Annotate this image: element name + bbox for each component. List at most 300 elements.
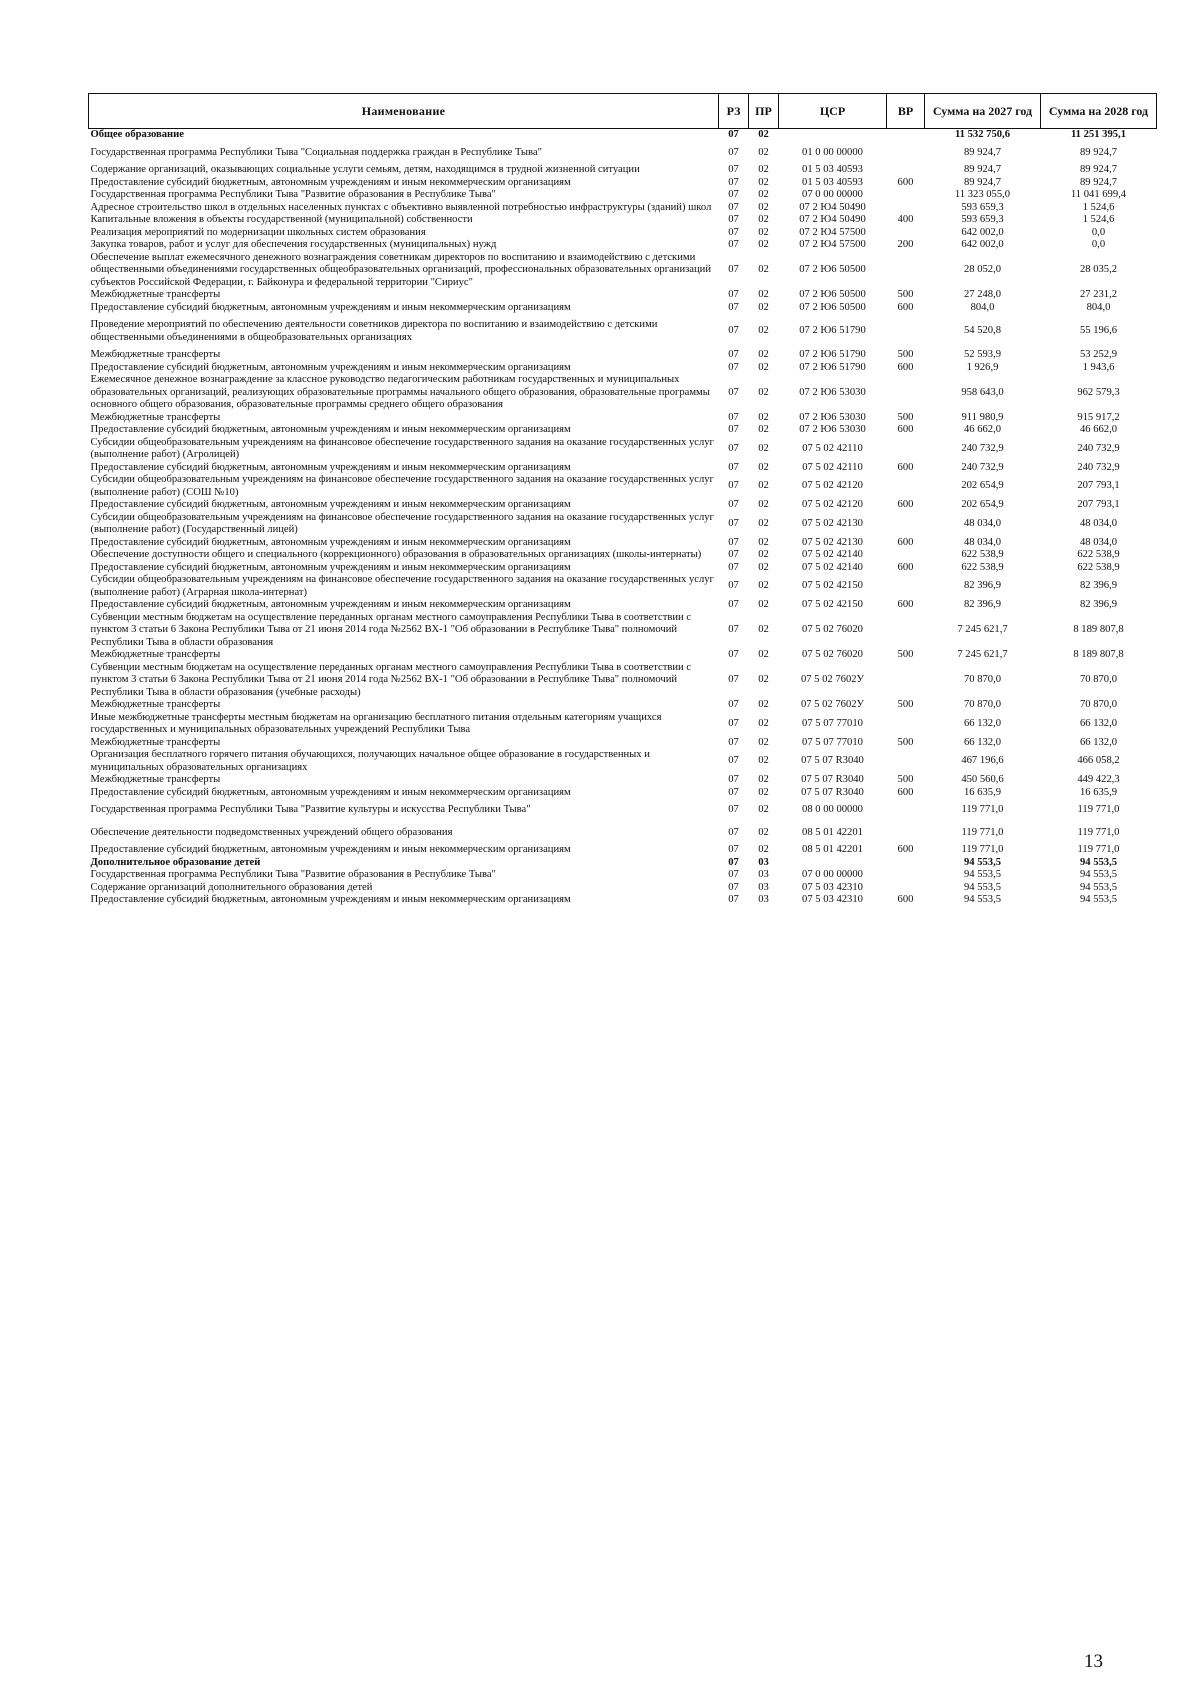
table-row xyxy=(89,787,1157,800)
table-header-row xyxy=(89,94,1157,129)
cell-csr: 07 2 Ю4 57500 xyxy=(799,226,866,238)
cell-rz: 07 xyxy=(728,499,739,510)
cell-sum-2027: 89 924,7 xyxy=(963,164,1002,175)
cell-csr: 07 2 Ю6 50500 xyxy=(799,289,866,300)
cell-csr: 07 2 Ю6 50500 xyxy=(799,264,866,275)
cell-vr: 500 xyxy=(897,411,914,423)
cell-vr: 600 xyxy=(897,301,914,313)
table-row xyxy=(89,799,1157,822)
cell-name: Иные межбюджетные трансферты местным бюджетам на организацию бесплатного питания отдельным категориям учащихся государственных и муниципальных образовательных учреждений Республики Тыва xyxy=(90,711,662,735)
cell-name: Предоставление субсидий бюджетным, автономным учреждениям и иным некоммерческим организациям xyxy=(90,599,571,610)
cell-sum-2028: 11 041 699,4 xyxy=(1070,189,1127,200)
cell-pr: 02 xyxy=(758,549,769,560)
cell-pr: 03 xyxy=(758,881,769,893)
cell-sum-2028: 89 924,7 xyxy=(1079,164,1118,175)
cell-vr xyxy=(887,612,925,650)
cell-pr: 02 xyxy=(758,361,769,373)
cell-vr: 600 xyxy=(897,176,914,188)
cell-csr: 07 5 02 76020 xyxy=(802,649,863,660)
table-body xyxy=(89,129,1157,907)
cell-vr: 600 xyxy=(897,786,914,798)
cell-sum-2027: 94 553,5 xyxy=(963,881,1002,893)
header-pr: ПР xyxy=(749,94,779,129)
cell-rz: 07 xyxy=(728,755,739,767)
cell-sum-2028: 1 524,6 xyxy=(1082,201,1115,213)
cell-csr: 01 5 03 40593 xyxy=(802,176,863,188)
cell-sum-2027: 622 538,9 xyxy=(961,561,1004,573)
cell-sum-2027: 94 553,5 xyxy=(963,856,1002,868)
cell-vr xyxy=(887,314,925,349)
cell-csr: 07 0 00 00000 xyxy=(802,869,863,880)
cell-csr: 08 5 01 42201 xyxy=(802,844,863,855)
cell-pr: 02 xyxy=(758,301,769,313)
cell-sum-2027: 11 532 750,6 xyxy=(954,129,1011,140)
table-row xyxy=(89,129,1157,142)
cell-csr: 07 5 07 R3040 xyxy=(801,755,864,767)
cell-sum-2028: 466 058,2 xyxy=(1077,755,1120,767)
cell-sum-2027: 958 643,0 xyxy=(961,386,1004,398)
cell-rz: 07 xyxy=(728,674,739,685)
cell-sum-2028: 962 579,3 xyxy=(1077,386,1120,398)
cell-rz: 07 xyxy=(728,699,739,710)
table-row xyxy=(89,857,1157,870)
cell-rz: 07 xyxy=(728,894,739,905)
cell-sum-2028: 94 553,5 xyxy=(1079,856,1118,868)
cell-vr: 500 xyxy=(897,774,914,785)
cell-name: Предоставление субсидий бюджетным, автономным учреждениям и иным некоммерческим организациям xyxy=(90,424,571,435)
cell-name: Межбюджетные трансферты xyxy=(90,649,221,660)
cell-sum-2027: 450 560,6 xyxy=(961,774,1004,785)
table-row xyxy=(89,512,1157,537)
cell-rz: 07 xyxy=(728,856,739,868)
cell-vr xyxy=(887,574,925,599)
cell-sum-2027: 119 771,0 xyxy=(961,804,1004,815)
cell-vr: 600 xyxy=(897,361,914,373)
cell-pr: 02 xyxy=(758,411,769,423)
table-row xyxy=(89,499,1157,512)
cell-sum-2027: 240 732,9 xyxy=(961,461,1004,473)
cell-sum-2028: 1 943,6 xyxy=(1082,361,1115,373)
table-row xyxy=(89,749,1157,774)
cell-name: Предоставление субсидий бюджетным, автономным учреждениям и иным некоммерческим организациям xyxy=(90,499,571,510)
cell-pr: 02 xyxy=(758,189,769,200)
cell-csr: 07 2 Ю6 53030 xyxy=(799,424,866,435)
cell-sum-2028: 1 524,6 xyxy=(1082,214,1115,225)
cell-name: Межбюджетные трансферты xyxy=(90,289,221,300)
cell-sum-2028: 27 231,2 xyxy=(1079,289,1118,300)
table-row xyxy=(89,894,1157,907)
cell-csr: 07 2 Ю6 51790 xyxy=(799,361,866,373)
cell-rz: 07 xyxy=(728,774,739,785)
cell-sum-2027: 202 654,9 xyxy=(961,499,1004,510)
table-row xyxy=(89,537,1157,550)
cell-sum-2028: 70 870,0 xyxy=(1079,699,1118,710)
cell-rz: 07 xyxy=(728,649,739,660)
cell-name: Субвенции местным бюджетам на осуществление переданных органам местного самоуправления Республики Тыва в соответствии с пунктом 3 статьи 6 Закона Республики Тыва от 21 июня 2014 года №2562 ВХ-1 "Об образовании в Республике Тыва" полномочий Республики Тыва в области образования (учебные расходы) xyxy=(90,661,692,698)
cell-pr: 02 xyxy=(758,804,769,815)
cell-sum-2027: 911 980,9 xyxy=(961,411,1004,423)
table-row xyxy=(89,662,1157,700)
header-rz: РЗ xyxy=(719,94,749,129)
cell-name: Общее образование xyxy=(90,129,184,140)
table-row xyxy=(89,574,1157,599)
cell-rz: 07 xyxy=(728,189,739,200)
cell-vr xyxy=(887,227,925,240)
cell-pr: 02 xyxy=(758,844,769,855)
cell-rz: 07 xyxy=(728,869,739,880)
cell-name: Дополнительное образование детей xyxy=(90,856,261,868)
cell-pr: 02 xyxy=(758,536,769,548)
cell-csr: 07 5 03 42310 xyxy=(802,894,863,905)
cell-pr: 02 xyxy=(758,826,769,838)
cell-csr: 07 2 Ю4 57500 xyxy=(799,239,866,250)
cell-pr: 02 xyxy=(758,580,769,592)
cell-sum-2027: 622 538,9 xyxy=(961,549,1004,560)
cell-pr: 03 xyxy=(758,894,769,905)
cell-csr: 07 0 00 00000 xyxy=(802,189,863,200)
table-row xyxy=(89,314,1157,349)
cell-vr: 200 xyxy=(897,239,914,250)
cell-name: Предоставление субсидий бюджетным, автономным учреждениям и иным некоммерческим организациям xyxy=(90,561,571,573)
cell-sum-2028: 46 662,0 xyxy=(1079,424,1118,435)
cell-sum-2028: 915 917,2 xyxy=(1077,411,1120,423)
cell-csr: 08 0 00 00000 xyxy=(802,804,863,815)
cell-sum-2028: 0,0 xyxy=(1091,239,1106,250)
cell-name: Субсидии общеобразовательным учреждениям на финансовое обеспечение государственного задания на оказание государственных услуг (выполнение работ) (Аграрная школа-интернат) xyxy=(90,574,714,598)
cell-sum-2027: 467 196,6 xyxy=(961,755,1004,767)
cell-sum-2027: 89 924,7 xyxy=(963,146,1002,158)
cell-rz: 07 xyxy=(728,325,739,337)
cell-vr: 500 xyxy=(897,649,914,660)
cell-name: Межбюджетные трансферты xyxy=(90,699,221,710)
cell-sum-2027: 593 659,3 xyxy=(961,214,1004,225)
cell-sum-2027: 119 771,0 xyxy=(961,826,1004,838)
cell-rz: 07 xyxy=(728,624,739,635)
cell-vr: 600 xyxy=(897,561,914,573)
cell-vr xyxy=(887,512,925,537)
table-row xyxy=(89,239,1157,252)
cell-sum-2028: 8 189 807,8 xyxy=(1073,649,1124,660)
cell-vr: 500 xyxy=(897,699,914,710)
cell-name: Предоставление субсидий бюджетным, автономным учреждениям и иным некоммерческим организациям xyxy=(90,461,571,473)
cell-csr: 07 5 02 42120 xyxy=(802,499,863,510)
cell-csr: 07 2 Ю4 50490 xyxy=(799,201,866,213)
cell-pr: 02 xyxy=(758,442,769,454)
cell-pr: 02 xyxy=(758,674,769,685)
cell-vr xyxy=(887,749,925,774)
table-row xyxy=(89,549,1157,562)
cell-rz: 07 xyxy=(728,517,739,529)
cell-vr: 600 xyxy=(897,424,914,435)
cell-sum-2027: 804,0 xyxy=(970,301,995,313)
cell-sum-2028: 82 396,9 xyxy=(1079,580,1118,592)
table-row xyxy=(89,227,1157,240)
cell-csr: 07 5 02 42130 xyxy=(802,536,863,548)
table-row xyxy=(89,462,1157,475)
cell-name: Субсидии общеобразовательным учреждениям на финансовое обеспечение государственного задания на оказание государственных услуг (выполнение работ) (СОШ №10) xyxy=(90,474,714,498)
cell-sum-2028: 53 252,9 xyxy=(1079,349,1118,360)
cell-pr: 02 xyxy=(758,774,769,785)
table-row xyxy=(89,737,1157,750)
cell-sum-2028: 94 553,5 xyxy=(1079,869,1118,880)
table-row xyxy=(89,202,1157,215)
cell-name: Капитальные вложения в объекты государственной (муниципальной) собственности xyxy=(90,214,473,225)
cell-name: Государственная программа Республики Тыва "Социальная поддержка граждан в Республике Тыва" xyxy=(90,146,542,158)
cell-sum-2028: 207 793,1 xyxy=(1077,480,1120,492)
table-row xyxy=(89,362,1157,375)
cell-csr xyxy=(779,129,887,142)
cell-name: Предоставление субсидий бюджетным, автономным учреждениям и иным некоммерческим организациям xyxy=(90,176,571,188)
cell-vr xyxy=(887,857,925,870)
cell-vr: 600 xyxy=(897,461,914,473)
cell-sum-2027: 66 132,0 xyxy=(963,717,1002,729)
table-row xyxy=(89,164,1157,177)
cell-pr: 02 xyxy=(758,599,769,610)
cell-vr xyxy=(887,882,925,895)
cell-sum-2028: 66 132,0 xyxy=(1079,736,1118,748)
cell-csr: 07 5 07 R3040 xyxy=(801,774,864,785)
cell-pr: 02 xyxy=(758,717,769,729)
cell-rz: 07 xyxy=(728,804,739,815)
table-row xyxy=(89,822,1157,845)
cell-csr: 07 2 Ю4 50490 xyxy=(799,214,866,225)
cell-sum-2028: 89 924,7 xyxy=(1079,176,1118,188)
cell-vr: 500 xyxy=(897,289,914,300)
cell-pr: 02 xyxy=(758,201,769,213)
cell-sum-2028: 48 034,0 xyxy=(1079,536,1118,548)
cell-pr: 02 xyxy=(758,164,769,175)
cell-name: Предоставление субсидий бюджетным, автономным учреждениям и иным некоммерческим организациям xyxy=(90,536,571,548)
cell-pr: 02 xyxy=(758,624,769,635)
cell-sum-2028: 16 635,9 xyxy=(1079,786,1118,798)
cell-vr xyxy=(887,437,925,462)
cell-sum-2027: 16 635,9 xyxy=(963,786,1002,798)
cell-sum-2027: 52 593,9 xyxy=(963,349,1002,360)
cell-rz: 07 xyxy=(728,176,739,188)
cell-sum-2027: 66 132,0 xyxy=(963,736,1002,748)
cell-name: Ежемесячное денежное вознаграждение за классное руководство педагогическим работникам государственных и муниципальных образовательных организаций, реализующих образовательные программы начального общего образования, образовательные программы основного общего образования, образовательные программы среднего общего образования xyxy=(90,374,710,410)
cell-rz: 07 xyxy=(728,480,739,492)
cell-pr: 02 xyxy=(758,649,769,660)
cell-vr: 600 xyxy=(897,599,914,610)
cell-name: Предоставление субсидий бюджетным, автономным учреждениям и иным некоммерческим организациям xyxy=(90,844,571,855)
table-row xyxy=(89,774,1157,787)
cell-csr: 07 5 02 42130 xyxy=(802,517,863,529)
cell-vr xyxy=(887,822,925,845)
cell-rz: 07 xyxy=(728,786,739,798)
table-row xyxy=(89,844,1157,857)
cell-sum-2028: 28 035,2 xyxy=(1079,264,1118,275)
table-row xyxy=(89,189,1157,202)
cell-sum-2027: 642 002,0 xyxy=(961,239,1004,250)
cell-sum-2027: 89 924,7 xyxy=(963,176,1002,188)
cell-csr: 07 2 Ю6 50500 xyxy=(799,301,866,313)
cell-sum-2027: 48 034,0 xyxy=(963,536,1002,548)
table-row xyxy=(89,599,1157,612)
budget-document xyxy=(88,93,1156,907)
cell-rz: 07 xyxy=(728,129,739,140)
cell-sum-2028: 804,0 xyxy=(1086,301,1111,313)
cell-sum-2027: 70 870,0 xyxy=(963,674,1002,685)
cell-pr: 02 xyxy=(758,786,769,798)
cell-sum-2028: 240 732,9 xyxy=(1077,461,1120,473)
cell-rz: 07 xyxy=(728,599,739,610)
cell-csr: 07 5 03 42310 xyxy=(802,881,863,893)
cell-sum-2027: 82 396,9 xyxy=(963,599,1002,610)
cell-sum-2027: 11 323 055,0 xyxy=(954,189,1011,200)
cell-pr: 02 xyxy=(758,736,769,748)
cell-csr xyxy=(779,857,887,870)
cell-pr: 02 xyxy=(758,517,769,529)
cell-rz: 07 xyxy=(728,461,739,473)
cell-sum-2028: 82 396,9 xyxy=(1079,599,1118,610)
cell-vr: 600 xyxy=(897,894,914,905)
cell-sum-2028: 55 196,6 xyxy=(1079,325,1118,337)
cell-pr: 02 xyxy=(758,239,769,250)
cell-name: Реализация мероприятий по модернизации школьных систем образования xyxy=(90,226,426,238)
cell-name: Субсидии общеобразовательным учреждениям на финансовое обеспечение государственного задания на оказание государственных услуг (выполнение работ) (Государственный лицей) xyxy=(90,511,714,535)
cell-vr xyxy=(887,549,925,562)
cell-csr: 08 5 01 42201 xyxy=(802,826,863,838)
cell-rz: 07 xyxy=(728,717,739,729)
cell-vr: 600 xyxy=(897,536,914,548)
cell-rz: 07 xyxy=(728,844,739,855)
cell-rz: 07 xyxy=(728,826,739,838)
cell-sum-2027: 119 771,0 xyxy=(961,844,1004,855)
cell-pr: 02 xyxy=(758,325,769,337)
cell-vr: 600 xyxy=(897,499,914,510)
cell-sum-2027: 7 245 621,7 xyxy=(957,649,1008,660)
cell-pr: 02 xyxy=(758,480,769,492)
table-row xyxy=(89,289,1157,302)
cell-rz: 07 xyxy=(728,301,739,313)
cell-sum-2027: 54 520,8 xyxy=(963,325,1002,337)
cell-pr: 02 xyxy=(758,176,769,188)
cell-sum-2028: 240 732,9 xyxy=(1077,442,1120,454)
cell-sum-2028: 119 771,0 xyxy=(1077,804,1120,815)
cell-vr xyxy=(887,474,925,499)
cell-sum-2027: 70 870,0 xyxy=(963,699,1002,710)
cell-sum-2028: 11 251 395,1 xyxy=(1070,129,1127,140)
cell-name: Предоставление субсидий бюджетным, автономным учреждениям и иным некоммерческим организациям xyxy=(90,786,571,798)
cell-sum-2027: 82 396,9 xyxy=(963,580,1002,592)
cell-name: Обеспечение выплат ежемесячного денежного вознаграждения советникам директоров по воспитанию и взаимодействию с детскими общественными объединениями государственных общеобразовательных организаций, профессиональных образовательных организаций субъектов Российской Федерации, г. Байконура и федеральной территории "Сириус" xyxy=(90,251,712,288)
cell-csr: 07 5 02 42140 xyxy=(802,549,863,560)
cell-vr xyxy=(887,202,925,215)
cell-rz: 07 xyxy=(728,264,739,275)
cell-csr: 07 5 02 76020 xyxy=(802,624,863,635)
cell-sum-2028: 0,0 xyxy=(1091,226,1106,238)
cell-name: Предоставление субсидий бюджетным, автономным учреждениям и иным некоммерческим организациям xyxy=(90,301,571,313)
cell-name: Организация бесплатного горячего питания обучающихся, получающих начальное общее образование в государственных и муниципальных образовательных организациях xyxy=(90,749,650,773)
cell-pr: 02 xyxy=(758,561,769,573)
cell-vr: 600 xyxy=(897,844,914,855)
cell-pr: 02 xyxy=(758,461,769,473)
cell-sum-2027: 593 659,3 xyxy=(961,201,1004,213)
cell-name: Предоставление субсидий бюджетным, автономным учреждениям и иным некоммерческим организациям xyxy=(90,361,571,373)
cell-rz: 07 xyxy=(728,386,739,398)
cell-vr: 500 xyxy=(897,349,914,360)
cell-pr: 02 xyxy=(758,146,769,158)
table-row xyxy=(89,142,1157,165)
cell-sum-2028: 622 538,9 xyxy=(1077,549,1120,560)
cell-csr: 07 5 02 42110 xyxy=(802,461,863,473)
cell-sum-2028: 94 553,5 xyxy=(1079,894,1118,905)
cell-name: Межбюджетные трансферты xyxy=(90,736,221,748)
table-row xyxy=(89,374,1157,412)
table-row xyxy=(89,649,1157,662)
cell-csr: 07 5 07 R3040 xyxy=(801,786,864,798)
cell-rz: 07 xyxy=(728,226,739,238)
table-row xyxy=(89,562,1157,575)
page-number: 13 xyxy=(1084,1651,1103,1672)
cell-name: Адресное строительство школ в отдельных населенных пунктах с объективно выявленной потребностью инфраструктуры (зданий) школ xyxy=(90,201,712,213)
cell-sum-2027: 94 553,5 xyxy=(963,894,1002,905)
cell-sum-2027: 7 245 621,7 xyxy=(957,624,1008,635)
cell-name: Государственная программа Республики Тыва "Развитие образования в Республике Тыва" xyxy=(90,189,496,200)
cell-rz: 07 xyxy=(728,214,739,225)
cell-sum-2027: 202 654,9 xyxy=(961,480,1004,492)
cell-csr: 07 5 02 42150 xyxy=(802,580,863,592)
table-row xyxy=(89,869,1157,882)
header-sum-2028: Сумма на 2028 год xyxy=(1041,94,1157,129)
table-row xyxy=(89,437,1157,462)
table-row xyxy=(89,252,1157,290)
cell-rz: 07 xyxy=(728,881,739,893)
cell-vr xyxy=(887,374,925,412)
cell-rz: 07 xyxy=(728,289,739,300)
cell-name: Проведение мероприятий по обеспечению деятельности советников директора по воспитанию и взаимодействию с детскими общественными объединениями в общеобразовательных организациях xyxy=(90,319,658,343)
cell-rz: 07 xyxy=(728,164,739,175)
cell-pr: 02 xyxy=(758,349,769,360)
cell-csr: 07 5 02 42140 xyxy=(802,561,863,573)
cell-csr: 07 5 07 77010 xyxy=(802,736,863,748)
cell-sum-2028: 622 538,9 xyxy=(1077,561,1120,573)
cell-pr: 02 xyxy=(758,264,769,275)
table-row xyxy=(89,177,1157,190)
cell-csr: 07 2 Ю6 51790 xyxy=(799,349,866,360)
cell-rz: 07 xyxy=(728,536,739,548)
cell-name: Содержание организаций дополнительного образования детей xyxy=(90,881,373,893)
cell-csr: 07 2 Ю6 53030 xyxy=(799,411,866,423)
cell-pr: 02 xyxy=(758,386,769,398)
cell-sum-2027: 240 732,9 xyxy=(961,442,1004,454)
cell-csr: 07 5 02 7602У xyxy=(800,674,865,685)
cell-csr: 01 5 03 40593 xyxy=(802,164,863,175)
cell-rz: 07 xyxy=(728,411,739,423)
cell-vr xyxy=(887,712,925,737)
table-row xyxy=(89,699,1157,712)
cell-sum-2028: 449 422,3 xyxy=(1077,774,1120,785)
cell-rz: 07 xyxy=(728,442,739,454)
cell-name: Содержание организаций, оказывающих социальные услуги семьям, детям, находящимся в трудной жизненной ситуации xyxy=(90,164,640,175)
table-row xyxy=(89,612,1157,650)
table-row xyxy=(89,214,1157,227)
header-name: Наименование xyxy=(89,94,719,129)
budget-table xyxy=(88,93,1157,907)
cell-sum-2028: 119 771,0 xyxy=(1077,844,1120,855)
cell-rz: 07 xyxy=(728,736,739,748)
cell-vr xyxy=(887,189,925,202)
cell-name: Государственная программа Республики Тыва "Развитие культуры и искусства Республики Тыва" xyxy=(90,804,531,815)
cell-name: Субсидии общеобразовательным учреждениям на финансовое обеспечение государственного задания на оказание государственных услуг (выполнение работ) (Агролицей) xyxy=(90,436,714,460)
cell-sum-2028: 94 553,5 xyxy=(1079,881,1118,893)
cell-name: Межбюджетные трансферты xyxy=(90,349,221,360)
cell-sum-2027: 28 052,0 xyxy=(963,264,1002,275)
cell-rz: 07 xyxy=(728,549,739,560)
cell-vr: 500 xyxy=(897,736,914,748)
cell-vr xyxy=(887,869,925,882)
